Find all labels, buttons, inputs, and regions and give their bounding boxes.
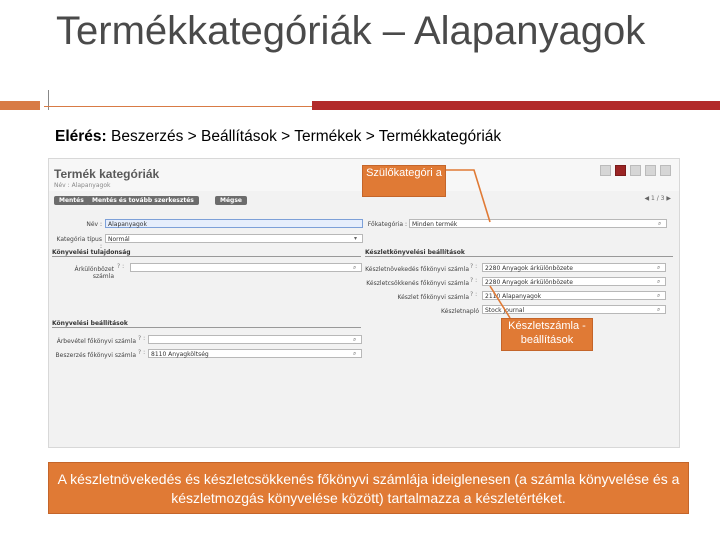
stock-journal-field[interactable] <box>482 305 666 314</box>
parent-value: Minden termék <box>412 221 458 228</box>
access-path <box>55 128 501 146</box>
form-view-icon[interactable] <box>615 165 626 176</box>
price-diff-label: Árkülönbözet számla <box>74 266 114 280</box>
name-value: Alapanyagok <box>108 221 147 228</box>
stock-valuation-value: 2110 Alapanyagok <box>485 293 542 300</box>
section-stock-accounting: Készletkönyvelési beállítások <box>365 249 673 257</box>
price-diff-field[interactable] <box>130 263 362 272</box>
help-icon[interactable]: ? : <box>470 291 478 298</box>
graph-view-icon[interactable] <box>645 165 656 176</box>
breadcrumb: Név : Alapanyagok <box>54 182 111 189</box>
income-label: Árbevétel főkönyvi számla <box>56 338 136 345</box>
slide-title: Termékkategóriák – Alapanyagok <box>56 9 646 53</box>
search-icon[interactable]: ⌕ <box>353 350 357 357</box>
stock-input-label: Készletnövekedés főkönyvi számla <box>365 266 469 273</box>
list-view-icon[interactable] <box>600 165 611 176</box>
parent-label: Főkategória : <box>367 221 407 228</box>
stock-journal-value: Stock Journal <box>485 307 525 314</box>
search-icon[interactable]: ⌕ <box>353 336 357 343</box>
category-type-select[interactable] <box>105 234 363 243</box>
expense-label: Beszerzés főkönyvi számla <box>55 352 136 359</box>
callout-parent-category: Szülőkategóri a <box>362 165 446 197</box>
stock-valuation-field[interactable] <box>482 291 666 300</box>
form-title: Termék kategóriák <box>54 167 160 181</box>
help-icon[interactable]: ? : <box>138 335 146 342</box>
help-icon[interactable]: ? : <box>470 277 478 284</box>
type-value: Normál <box>108 236 130 243</box>
explanation-note: A készletnövekedés és készletcsökkenés főkönyvi számlája ideiglenesen (a számla könyvelése és a készletmozgás könyvelése között) tartalmazza a készletértéket. <box>48 462 689 514</box>
search-icon[interactable]: ⌕ <box>657 278 661 285</box>
app-screenshot <box>48 158 680 448</box>
search-icon[interactable]: ⌕ <box>353 264 357 271</box>
chevron-down-icon: ▾ <box>354 235 358 242</box>
access-path-text: Beszerzés > Beállítások > Termékek > Termékkategóriák <box>106 128 502 145</box>
cancel-button[interactable]: Mégse <box>215 196 247 205</box>
stock-input-field[interactable] <box>482 263 666 272</box>
type-label: Kategória típus : <box>56 236 102 250</box>
stock-journal-label: Készletnapló <box>441 308 479 315</box>
stock-valuation-label: Készlet főkönyvi számla <box>397 294 469 301</box>
search-icon[interactable]: ⌕ <box>657 306 661 313</box>
expense-value: 8110 Anyagköltség <box>151 351 209 358</box>
expense-account-field[interactable] <box>148 349 362 358</box>
parent-category-field[interactable] <box>409 219 667 228</box>
title-bar-line <box>44 106 314 107</box>
stock-input-value: 2280 Anyagok árkülönbözete <box>485 265 573 272</box>
title-bar-right <box>312 101 720 110</box>
help-icon[interactable]: ? : <box>138 349 146 356</box>
help-icon[interactable]: ? : <box>470 263 478 270</box>
view-switcher <box>600 165 671 176</box>
access-label: Elérés: <box>55 128 107 145</box>
search-icon[interactable]: ⌕ <box>658 220 662 227</box>
stock-output-field[interactable] <box>482 277 666 286</box>
name-label: Név : <box>86 221 102 228</box>
pager[interactable]: ◀ 1 / 3 ▶ <box>644 195 671 202</box>
stock-output-value: 2280 Anyagok árkülönbözete <box>485 279 573 286</box>
calendar-view-icon[interactable] <box>630 165 641 176</box>
save-button[interactable]: Mentés <box>54 196 89 205</box>
section-accounting-settings: Könyvelési beállítások <box>52 320 361 328</box>
name-field[interactable] <box>105 219 363 228</box>
stock-output-label: Készletcsökkenés főkönyvi számla <box>366 280 469 287</box>
search-icon[interactable]: ⌕ <box>657 264 661 271</box>
title-divider <box>48 90 49 110</box>
search-icon[interactable]: ⌕ <box>657 292 661 299</box>
title-bar-left <box>0 101 40 110</box>
callout-stock-account: Készletszámla -beállítások <box>501 318 593 351</box>
tree-view-icon[interactable] <box>660 165 671 176</box>
section-accounting-property: Könyvelési tulajdonság <box>52 249 361 257</box>
help-icon[interactable]: ? : <box>117 263 125 270</box>
income-account-field[interactable] <box>148 335 362 344</box>
save-continue-button[interactable]: Mentés és tovább szerkesztés <box>87 196 199 205</box>
